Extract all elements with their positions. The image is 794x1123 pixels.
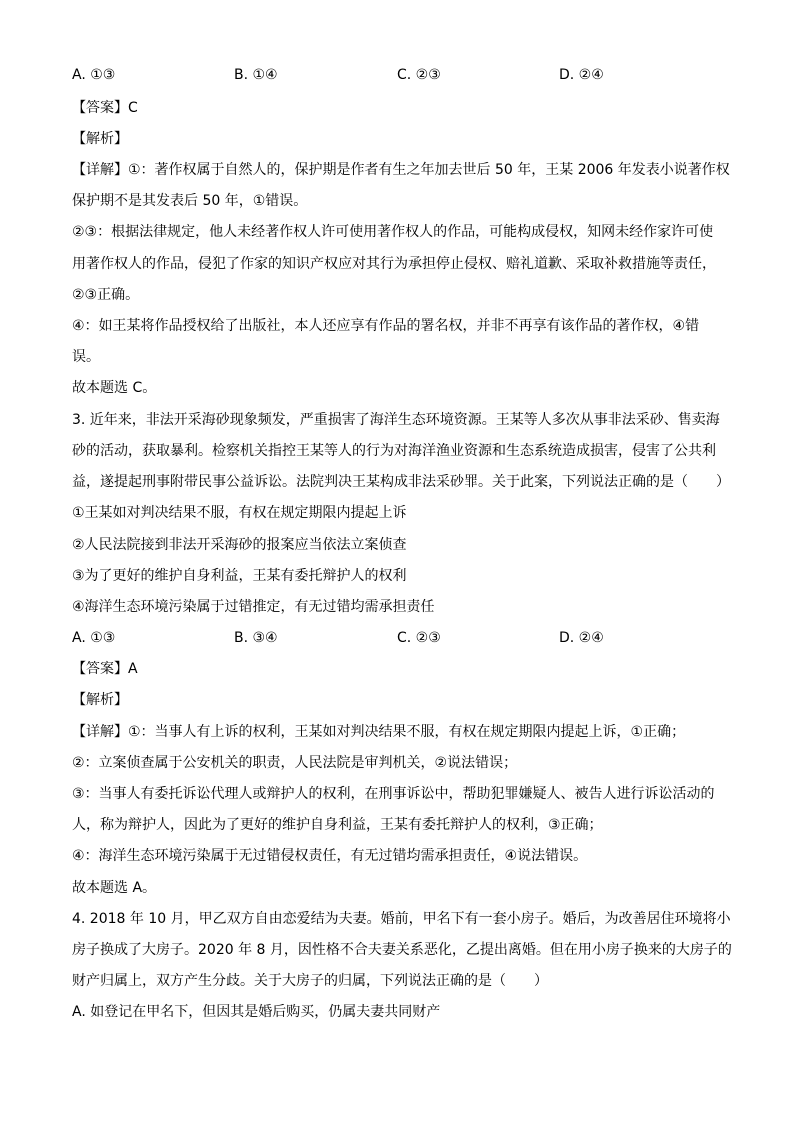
q3-statement-3: ③为了更好的维护自身利益，王某有委托辩护人的权利 xyxy=(72,568,407,584)
q2-detail-line: ④：如王某将作品授权给了出版社，本人还应享有作品的署名权，并非不再享有该作品的著作权，④错 xyxy=(72,318,700,334)
q2-option-d[interactable]: D. ②④ xyxy=(559,67,604,83)
q4-stem-line: 财产归属上，双方产生分歧。关于大房子的归属，下列说法正确的是（ ） xyxy=(72,973,548,989)
q2-analysis-title: 【解析】 xyxy=(72,131,128,147)
q3-option-a[interactable]: A. ①③ xyxy=(72,630,116,646)
q2-option-b[interactable]: B. ①④ xyxy=(234,67,278,83)
q3-options xyxy=(72,628,732,648)
q3-stem-line: 砂的活动，获取暴利。检察机关指控王某等人的行为对海洋渔业资源和生态系统造成损害，侵害了公共利 xyxy=(72,443,716,459)
q3-detail-line: ②：立案侦查属于公安机关的职责，人民法院是审判机关，②说法错误； xyxy=(72,755,518,771)
q2-detail-line: 误。 xyxy=(72,349,100,365)
q3-detail-line: 【详解】①：当事人有上诉的权利，王某如对判决结果不服，有权在规定期限内提起上诉，①正确； xyxy=(72,724,686,740)
q2-option-a[interactable]: A. ①③ xyxy=(72,67,116,83)
q3-statement-2: ②人民法院接到非法开采海砂的报案应当依法立案侦查 xyxy=(72,537,407,553)
q2-option-c[interactable]: C. ②③ xyxy=(397,67,441,83)
q3-detail-line: ④：海洋生态环境污染属于无过错侵权责任，有无过错均需承担责任，④说法错误。 xyxy=(72,848,588,864)
q3-conclusion: 故本题选 A。 xyxy=(72,880,157,896)
q3-detail-line: ③：当事人有委托诉讼代理人或辩护人的权利，在刑事诉讼中，帮助犯罪嫌疑人、被告人进行诉讼活动的 xyxy=(72,786,715,802)
q2-detail-line: ②③正确。 xyxy=(72,287,140,303)
q3-stem-line: 3. 近年来，非法开采海砂现象频发，严重损害了海洋生态环境资源。王某等人多次从事非法采砂、售卖海 xyxy=(72,412,720,428)
q4-stem-line: 房子换成了大房子。2020 年 8 月，因性格不合夫妻关系恶化，乙提出离婚。但在用小房子换来的大房子的 xyxy=(72,942,732,958)
q3-option-d[interactable]: D. ②④ xyxy=(559,630,604,646)
q3-option-c[interactable]: C. ②③ xyxy=(397,630,441,646)
q4-option-a[interactable]: A. 如登记在甲名下，但因其是婚后购买，仍属夫妻共同财产 xyxy=(72,1004,441,1020)
q2-conclusion: 故本题选 C。 xyxy=(72,380,157,396)
q2-detail-line: 用著作权人的作品，侵犯了作家的知识产权应对其行为承担停止侵权、赔礼道歉、采取补救措施等责任， xyxy=(72,256,716,272)
q4-stem-line: 4. 2018 年 10 月，甲乙双方自由恋爱结为夫妻。婚前，甲名下有一套小房子。婚后，为改善居住环境将小 xyxy=(72,911,731,927)
q2-options xyxy=(72,65,732,85)
q3-analysis-title: 【解析】 xyxy=(72,692,128,708)
q2-detail-line: 【详解】①：著作权属于自然人的，保护期是作者有生之年加去世后 50 年，王某 2006 年发表小说著作权 xyxy=(72,162,730,178)
q2-answer: 【答案】C xyxy=(72,100,138,116)
q3-detail-line: 人，称为辩护人，因此为了更好的维护自身利益，王某有委托辩护人的权利，③正确； xyxy=(72,817,603,833)
q2-detail-line: ②③：根据法律规定，他人未经著作权人许可使用著作权人的作品，可能构成侵权，知网未经作家许可使 xyxy=(72,224,714,240)
q3-statement-4: ④海洋生态环境污染属于过错推定，有无过错均需承担责任 xyxy=(72,599,435,615)
q3-stem-line: 益，遂提起刑事附带民事公益诉讼。法院判决王某构成非法采砂罪。关于此案，下列说法正确的是（ ） xyxy=(72,474,730,490)
q3-option-b[interactable]: B. ③④ xyxy=(234,630,278,646)
q2-detail-line: 保护期不是其发表后 50 年，①错误。 xyxy=(72,193,308,209)
q3-answer: 【答案】A xyxy=(72,661,138,677)
q3-statement-1: ①王某如对判决结果不服，有权在规定期限内提起上诉 xyxy=(72,505,407,521)
